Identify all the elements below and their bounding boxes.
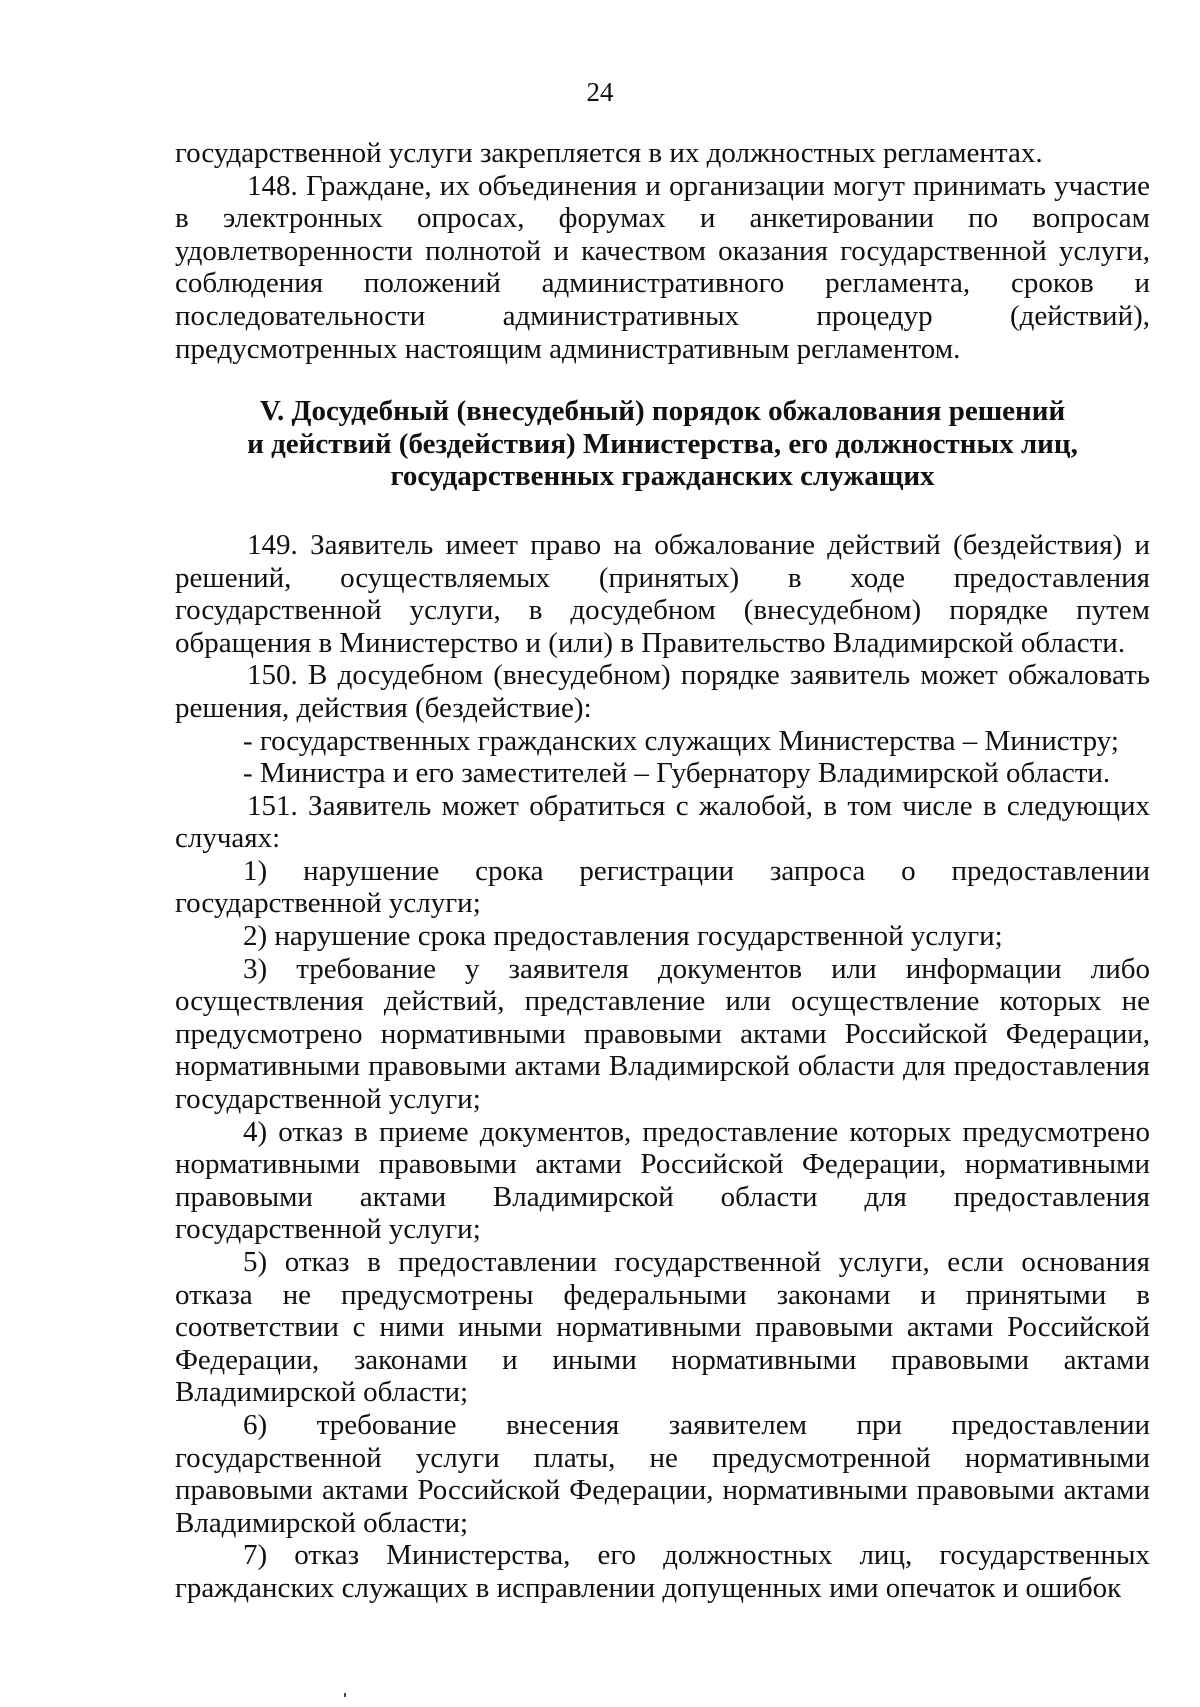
case-item-3: 3) требование у заявителя документов или информации либо осуществления действий, представление или осуществление которых не предусмотрено нормативными правовыми актами Российской Федерации, нормативными правовыми актами Владимирской области для предоставления государственной услуги;: [175, 952, 1150, 1116]
page-number: 24: [586, 77, 614, 107]
case-item-4: 4) отказ в приеме документов, предоставление которых предусмотрено нормативными правовыми актами Российской Федерации, нормативными правовыми актами Владимирской области для предоставления государственной услуги;: [175, 1115, 1150, 1246]
section-heading-line-2: и действий (бездействия) Министерства, его должностных лиц,: [247, 427, 1078, 460]
section-heading-line-3: государственных гражданских служащих: [390, 460, 935, 493]
paragraph-149: 149. Заявитель имеет право на обжалование действий (бездействия) и решений, осуществляемых (принятых) в ходе предоставления государственной услуги, в досудебном (внесудебном) порядке путем обращения в Министерство и (или) в Правительство Владимирской области.: [175, 528, 1150, 659]
paragraph-150: 150. В досудебном (внесудебном) порядке заявитель может обжаловать решения, действия (бездействие):: [175, 659, 1150, 724]
paragraph-151: 151. Заявитель может обратиться с жалобой, в том числе в следующих случаях:: [175, 789, 1150, 855]
paragraph-148: 148. Граждане, их объединения и организации могут принимать участие в электронных опросах, форумах и анкетировании по вопросам удовлетворенности полнотой и качеством оказания государственной услуги, соблюдения положений административного регламента, сроков и последовательности административных процедур (действий), предусмотренных настоящим административным регламентом.: [175, 169, 1150, 365]
section-heading-line-1: V. Досудебный (внесудебный) порядок обжалования решений: [259, 395, 1066, 428]
document-body: [175, 137, 1150, 1605]
case-item-1: 1) нарушение срока регистрации запроса о предоставлении государственной услуги;: [175, 854, 1150, 920]
section-heading: [175, 395, 1150, 493]
scan-speck: [344, 1693, 346, 1697]
case-item-6: 6) требование внесения заявителем при предоставлении государственной услуги платы, не предусмотренной нормативными правовыми актами Российской Федерации, нормативными правовыми актами Владимирской области;: [175, 1408, 1150, 1539]
case-item-5: 5) отказ в предоставлении государственной услуги, если основания отказа не предусмотрены федеральными законами и принятыми в соответствии с ними иными нормативными правовыми актами Российской Федерации, законами и иными нормативными правовыми актами Владимирской области;: [175, 1246, 1150, 1409]
list-item-dash-2: - Министра и его заместителей – Губернатору Владимирской области.: [243, 757, 1111, 790]
case-item-2: 2) нарушение срока предоставления государственной услуги;: [243, 920, 1003, 953]
list-item-dash-1: - государственных гражданских служащих Министерства – Министру;: [243, 724, 1119, 757]
paragraph-continuation: государственной услуги закрепляется в их должностных регламентах.: [175, 137, 1043, 169]
case-item-7: 7) отказ Министерства, его должностных лиц, государственных гражданских служащих в исправлении допущенных ими опечаток и ошибок: [175, 1539, 1150, 1604]
